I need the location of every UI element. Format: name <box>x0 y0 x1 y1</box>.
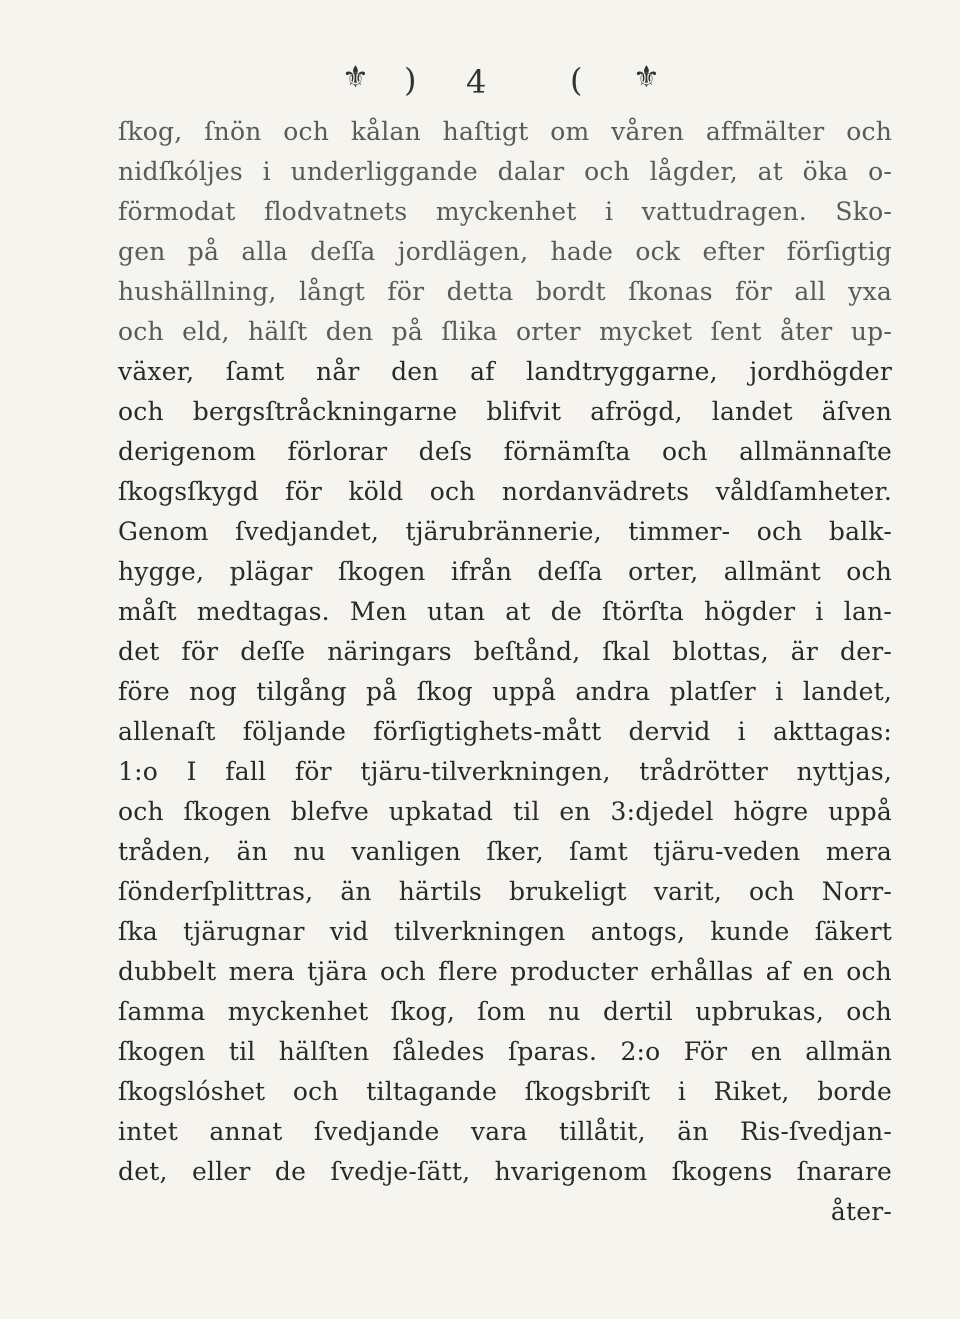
text-line: och eld, hälſt den på ſlika orter mycket ſent åter up- <box>118 317 892 346</box>
text-line: före nog tilgång på ſkog uppå andra platſer i landet, <box>118 677 892 706</box>
fleur-de-lis-ornament-right-icon: ⚜ <box>633 60 660 95</box>
text-line: ſkogsſkygd för köld och nordanvädrets våldſamheter. <box>118 477 892 506</box>
text-line: hushällning, långt för detta bordt ſkonas för all yxa <box>118 277 892 306</box>
text-line: ſamma myckenhet ſkog, ſom nu dertil upbrukas, och <box>118 997 892 1026</box>
text-line: 1:o I fall för tjäru-tilverkningen, trådrötter nyttjas, <box>118 757 892 786</box>
text-line: gen på alla deſſa jordlägen, hade ock efter förſigtig <box>118 237 892 266</box>
text-line: ſka tjärugnar vid tilverkningen antogs, kunde ſäkert <box>118 917 892 946</box>
text-line: tråden, än nu vanligen ſker, ſamt tjäru-veden mera <box>118 837 892 866</box>
text-line: förmodat flodvatnets myckenhet i vattudragen. Sko- <box>118 197 892 226</box>
text-line: ſönderſplittras, än härtils brukeligt varit, och Norr- <box>118 877 892 906</box>
text-line: det, eller de ſvedje-ſätt, hvarigenom ſkogens ſnarare <box>118 1157 892 1186</box>
text-line: nidſkóljes i underliggande dalar och lågder, at öka o- <box>118 157 892 186</box>
text-line: hygge, plägar ſkogen ifrån deſſa orter, allmänt och <box>118 557 892 586</box>
text-line: dubbelt mera tjära och flere producter erhållas af en och <box>118 957 892 986</box>
header-paren-close: ) <box>404 61 417 99</box>
text-line: intet annat ſvedjande vara tillåtit, än Ris-ſvedjan- <box>118 1117 892 1146</box>
text-line: Genom ſvedjandet, tjärubrännerie, timmer- och balk- <box>118 517 892 546</box>
text-line: växer, ſamt når den af landtryggarne, jordhögder <box>118 357 892 386</box>
header-paren-open: ( <box>570 61 583 99</box>
text-line: det för deſſe näringars beſtånd, ſkal blottas, är der- <box>118 637 892 666</box>
text-line: måſt medtagas. Men utan at de ſtörſta högder i lan- <box>118 597 892 626</box>
text-line: allenaſt följande förſigtighets-mått dervid i akttagas: <box>118 717 892 746</box>
text-line: derigenom förlorar deſs förnämſta och allmännaſte <box>118 437 892 466</box>
text-line: ſkog, ſnön och kålan haſtigt om våren affmälter och <box>118 117 892 146</box>
body-text <box>118 112 892 1232</box>
text-line: ſkogen til hälſten ſåledes ſparas. 2:o För en allmän <box>118 1037 892 1066</box>
fleur-de-lis-ornament-left-icon: ⚜ <box>342 60 369 95</box>
text-line: ſkogslóshet och tiltagande ſkogsbriſt i Riket, borde <box>118 1077 892 1106</box>
catchword: åter- <box>830 1197 892 1226</box>
page-number: 4 <box>466 63 487 101</box>
page-header <box>0 58 960 108</box>
text-line: och ſkogen blefve upkatad til en 3:djedel högre uppå <box>118 797 892 826</box>
text-line: och bergsſtråckningarne blifvit afrögd, landet äſven <box>118 397 892 426</box>
